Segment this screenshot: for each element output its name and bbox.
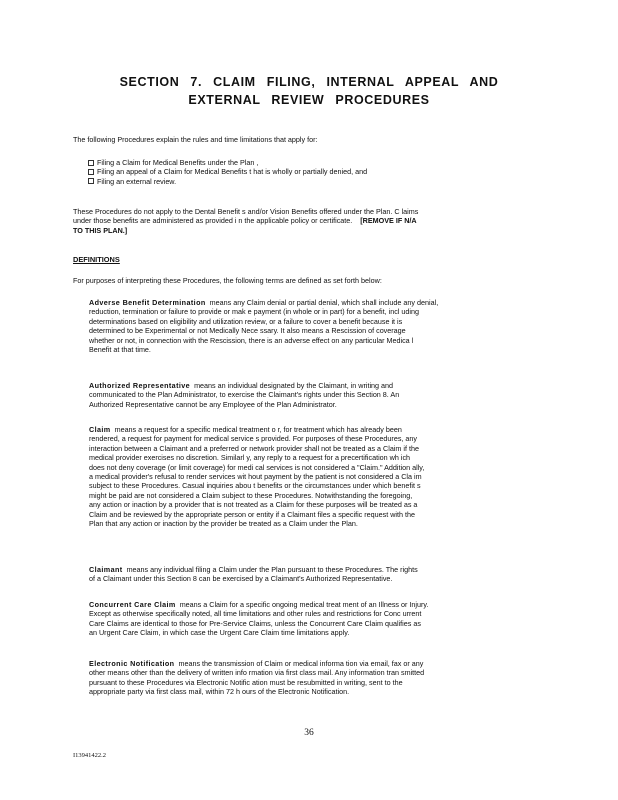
remove-note: [REMOVE IF N/A	[360, 216, 417, 226]
definition-term: Claim	[89, 425, 111, 434]
definition-line: Authorized Representative cannot be any Employee of the Plan Administrator.	[89, 399, 337, 409]
definition-line: determinations based on eligibility and utilization review, or a failure to cover a benefit because it is	[89, 316, 403, 326]
bullet-icon	[88, 169, 94, 175]
definition-line: Except as otherwise specifically noted, all time limitations and other rules and restrictions for Conc urrent	[89, 609, 422, 619]
definition-line: Care Claims are identical to those for Pre-Service Claims, unless the Concurrent Care Claim qualifies as	[89, 618, 421, 628]
definition-term: Claimant	[89, 565, 123, 574]
definition-claimant	[89, 565, 547, 584]
page-number: 36	[304, 728, 314, 738]
definition-authorized-representative	[89, 381, 547, 409]
scope-line: under those benefits are administered as provided i n the applicable policy or certificate. [REMOVE IF N/A	[73, 216, 417, 226]
document-id: I13941422.2	[73, 752, 107, 759]
definition-line: Authorized Representative means an individual designated by the Claimant, in writing and	[89, 381, 394, 390]
definition-line: an Urgent Care Claim, in which case the Urgent Care Claim time limitations apply.	[89, 628, 350, 638]
definition-term: Adverse Benefit Determination	[89, 298, 206, 307]
definition-line: Electronic Notification means the transmission of Claim or medical informa tion via email, fax or any	[89, 659, 424, 668]
definition-term: Electronic Notification	[89, 659, 175, 668]
intro-text: The following Procedures explain the rules and time limitations that apply for:	[73, 135, 318, 144]
definition-line: whether or not, in connection with the Rescission, there is an adverse effect on any particular Medica l	[89, 335, 414, 345]
bullet-item: Filing an appeal of a Claim for Medical Benefits t hat is wholly or partially denied, and	[88, 167, 543, 176]
definition-line: appropriate party via first class mail, within 72 h ours of the Electronic Notification.	[89, 687, 350, 697]
definition-line: reduction, termination or failure to provide or mak e payment (in whole or in part) for a benefit, incl uding	[89, 307, 419, 317]
definition-line: Benefit at that time.	[89, 345, 151, 355]
definition-claim	[89, 425, 547, 528]
scope-paragraph	[73, 207, 547, 235]
definition-line: any action or inaction by a provider that is not treated as a Claim for these purposes will be treated as a	[89, 500, 418, 510]
definition-term: Concurrent Care Claim	[89, 600, 176, 609]
definition-line: interaction between a Claimant and a preferred or network provider shall not be treated as a Claim if the	[89, 443, 420, 453]
definition-line: medical provider exercises no discretion. Similarl y, any reply to a request for a precertification wh ich	[89, 453, 411, 463]
bullet-item: Filing a Claim for Medical Benefits under the Plan ,	[88, 158, 543, 167]
intro-paragraph	[73, 135, 543, 144]
definition-line: of a Claimant under this Section 8 can be exercised by a Claimant's Authorized Representative.	[89, 574, 393, 584]
bullet-item: Filing an external review.	[88, 177, 543, 186]
definition-adverse-benefit-determination	[89, 298, 547, 354]
definition-concurrent-care-claim	[89, 600, 547, 638]
procedures-bullet-list	[88, 158, 543, 186]
definitions-intro: For purposes of interpreting these Procedures, the following terms are defined as set forth below:	[73, 276, 382, 285]
definition-line: determined to be Experimental or not Medically Nece ssary. It also means a Rescission of coverage	[89, 326, 406, 336]
definition-line: might be paid are not considered a Claim subject to these Procedures. Notwithstanding the foregoing,	[89, 490, 413, 500]
definition-line: Claim means a request for a specific medical treatment o r, for treatment which has already been	[89, 425, 402, 434]
bullet-icon	[88, 178, 94, 184]
section-title-line-1: SECTION 7. CLAIM FILING, INTERNAL APPEAL AND	[119, 75, 499, 89]
definition-term: Authorized Representative	[89, 381, 191, 390]
definition-line: Plan that any action or inaction by the provider be treated as a Claim under the Plan.	[89, 519, 358, 529]
definition-line: communicated to the Plan Administrator, to exercise the Claimant's rights under this Section 8. An	[89, 390, 400, 400]
section-title-line-2: EXTERNAL REVIEW PROCEDURES	[188, 93, 430, 107]
definitions-heading: DEFINITIONS	[73, 255, 120, 264]
definition-line: rendered, a request for payment for medical service s provided. For purposes of these Procedures, any	[89, 434, 417, 444]
scope-line: These Procedures do not apply to the Dental Benefit s and/or Vision Benefits offered under the Plan. C laims	[73, 207, 419, 216]
definition-line: does not deny coverage (or limit coverage) for medi cal services is not considered a "Claim." Addition ally,	[89, 462, 425, 472]
definition-line: Claim and be reviewed by the appropriate person or entity if a Claimant files a specific request with the	[89, 509, 415, 519]
definition-line: Adverse Benefit Determination means any Claim denial or partial denial, which shall include any denial,	[89, 298, 439, 307]
bullet-icon	[88, 160, 94, 166]
definition-electronic-notification	[89, 659, 547, 697]
remove-note-line: TO THIS PLAN.]	[73, 225, 128, 235]
definition-line: other means other than the delivery of written info rmation via first class mail. Any information tran smitted	[89, 668, 425, 678]
definition-line: subject to these Procedures. Casual inquiries abou t benefits or the circumstances under which benefit s	[89, 481, 421, 491]
definition-line: Claimant means any individual filing a Claim under the Plan pursuant to these Procedures. The rights	[89, 565, 418, 574]
definition-line: pursuant to these Procedures via Electronic Notific ation must be resubmitted in writing, sent to the	[89, 677, 403, 687]
definition-line: Concurrent Care Claim means a Claim for a specific ongoing medical treat ment of an Illness or Injury.	[89, 600, 429, 609]
definition-line: a medical provider's refusal to render services wit hout payment by the patient is not considered a Cla im	[89, 472, 422, 482]
